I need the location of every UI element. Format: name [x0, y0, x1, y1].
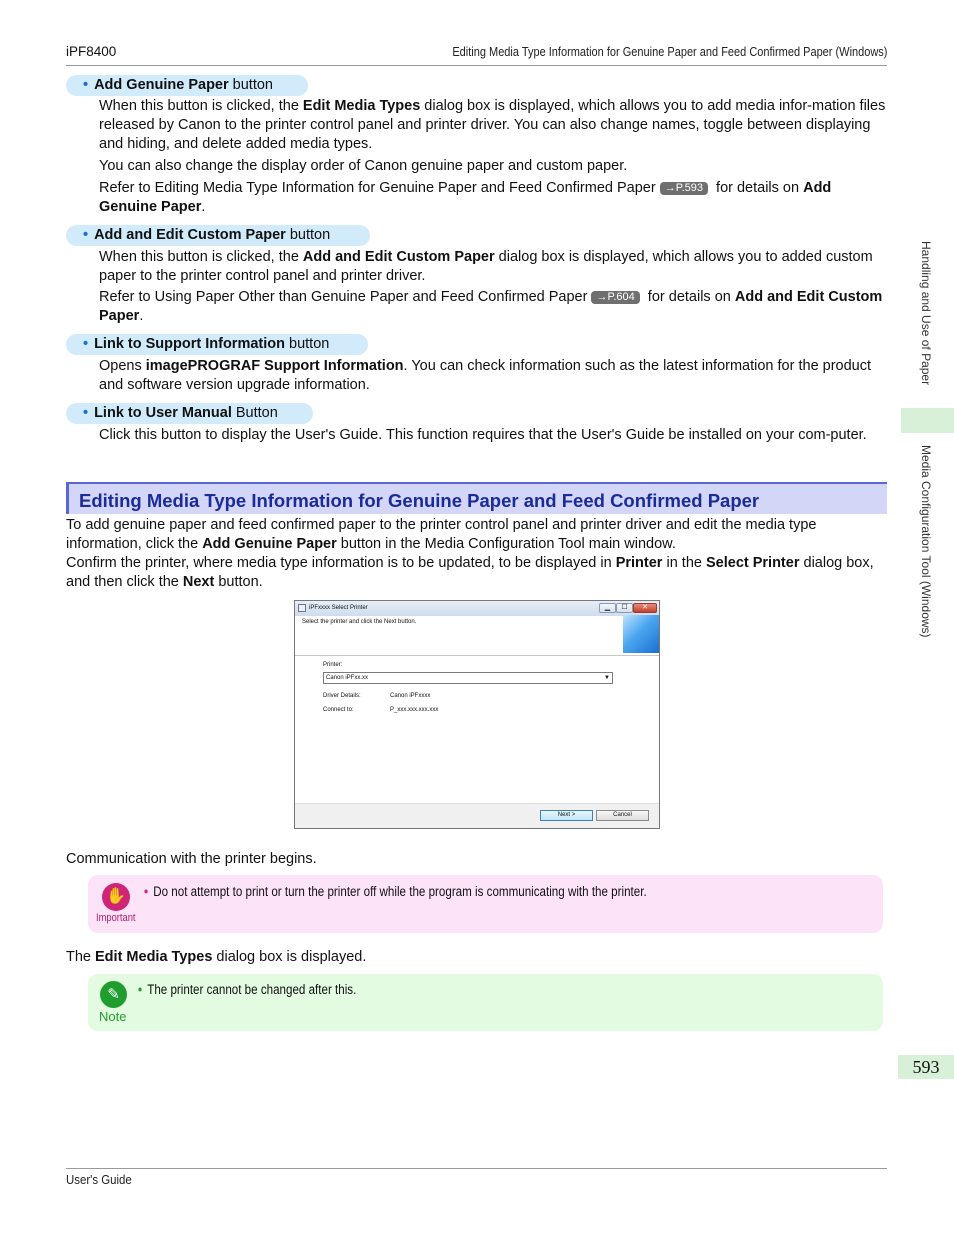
important-label: Important — [96, 912, 136, 924]
important-box — [88, 875, 883, 933]
printer-label: Printer: — [323, 662, 343, 668]
page-reference-link[interactable]: →P.593 — [660, 182, 708, 195]
cancel-button[interactable]: Cancel — [596, 810, 649, 821]
item-title: Add and Edit Custom Paper — [94, 227, 286, 243]
intro-paragraph: To add genuine paper and feed confirmed paper to the printer control panel and printer driver and edit the media type information, click the Add Genuine Paper button in the Media Configuration Tool main window. — [66, 517, 817, 552]
paragraph: When this button is clicked, the Edit Media Types dialog box is displayed, which allows you to add media infor-mation files released by Canon to the printer control panel and printer driver. You can also change names, toggle between displaying and hiding, and delete added media types. — [99, 98, 886, 152]
note-box — [88, 974, 883, 1031]
item-pill-add-genuine-paper — [66, 75, 308, 96]
item-suffix: button — [284, 336, 330, 352]
bullet-icon: • — [83, 77, 89, 93]
paragraph: Refer to Using Paper Other than Genuine Paper and Feed Confirmed Paper →P.604 for details on Add and Edit Custom Paper. — [99, 289, 883, 324]
minimize-icon[interactable]: ▁ — [599, 603, 616, 613]
bullet-icon: • — [83, 227, 89, 243]
header-model: iPF8400 — [66, 44, 117, 59]
next-button[interactable]: Next > — [540, 810, 593, 821]
chevron-down-icon: ▼ — [604, 675, 610, 681]
printer-select[interactable] — [323, 672, 613, 684]
paragraph: You can also change the display order of Canon genuine paper and custom paper. — [99, 158, 628, 174]
dialog-title: iPFxxxx Select Printer — [309, 605, 368, 611]
paragraph: Click this button to display the User's Guide. This function requires that the User's Guide be installed on your com-puter. — [99, 427, 867, 443]
item-title: Link to User Manual — [94, 405, 232, 421]
item-pill-add-edit-custom-paper — [66, 225, 370, 246]
side-tab-media-config[interactable]: Media Configuration Tool (Windows) — [919, 445, 933, 638]
app-icon — [298, 604, 306, 612]
pencil-icon: ✎ — [100, 981, 127, 1008]
communication-text: Communication with the printer begins. — [66, 851, 317, 867]
section-heading — [66, 482, 887, 514]
edit-media-text: The Edit Media Types dialog box is displayed. — [66, 949, 367, 965]
section-heading-text: Editing Media Type Information for Genuine Paper and Feed Confirmed Paper — [79, 490, 760, 511]
select-printer-dialog — [294, 600, 660, 829]
note-label: Note — [99, 1009, 127, 1024]
side-tab-handling-paper[interactable]: Handling and Use of Paper — [919, 241, 933, 386]
printer-select-value: Canon iPFxx.xx — [326, 675, 369, 681]
close-icon[interactable]: ✕ — [633, 603, 657, 613]
intro-paragraph: Confirm the printer, where media type information is to be updated, to be displayed in Printer in the Select Printer dialog box, and then click the Next button. — [66, 555, 874, 590]
page-reference-link[interactable]: →P.604 — [591, 291, 639, 304]
page-number: 593 — [898, 1055, 954, 1079]
paragraph: Refer to Editing Media Type Information for Genuine Paper and Feed Confirmed Paper →P.593 for details on Add Genuine Paper. — [99, 180, 832, 215]
driver-details-value: Canon iPFxxxx — [390, 693, 431, 699]
dialog-instruction: Select the printer and click the Next button. — [302, 619, 417, 625]
header-title: Editing Media Type Information for Genuine Paper and Feed Confirmed Paper (Windows) — [451, 45, 887, 59]
item-suffix: button — [228, 77, 273, 93]
dialog-divider — [295, 655, 659, 656]
hand-stop-icon: ✋ — [102, 883, 130, 911]
item-suffix: button — [285, 227, 331, 243]
paragraph: Opens imagePROGRAF Support Information. You can check information such as the latest information for the product and software version upgrade information. — [99, 358, 872, 393]
connect-to-label: Connect to: — [323, 707, 354, 713]
item-pill-link-support-info — [66, 334, 368, 355]
bullet-icon: • — [83, 405, 89, 421]
footer-divider — [66, 1168, 887, 1169]
footer-text: User's Guide — [66, 1172, 132, 1187]
note-text: • The printer cannot be changed after this. — [138, 982, 357, 997]
item-pill-link-user-manual — [66, 403, 313, 424]
driver-details-label: Driver Details: — [323, 693, 361, 699]
printer-art-icon — [623, 615, 659, 653]
paragraph: When this button is clicked, the Add and Edit Custom Paper dialog box is displayed, which allows you to added custom paper to the printer control panel and printer driver. — [99, 249, 873, 284]
item-suffix: Button — [231, 405, 278, 421]
maximize-icon[interactable]: ☐ — [616, 603, 633, 613]
item-title: Link to Support Information — [94, 336, 285, 352]
side-tab-highlight — [901, 408, 954, 433]
connect-to-value: P_xxx.xxx.xxx.xxx — [390, 707, 439, 713]
bullet-icon: • — [83, 336, 89, 352]
header-divider — [66, 65, 887, 66]
important-text: • Do not attempt to print or turn the printer off while the program is communicating with the printer. — [144, 884, 647, 899]
item-title: Add Genuine Paper — [94, 77, 229, 93]
